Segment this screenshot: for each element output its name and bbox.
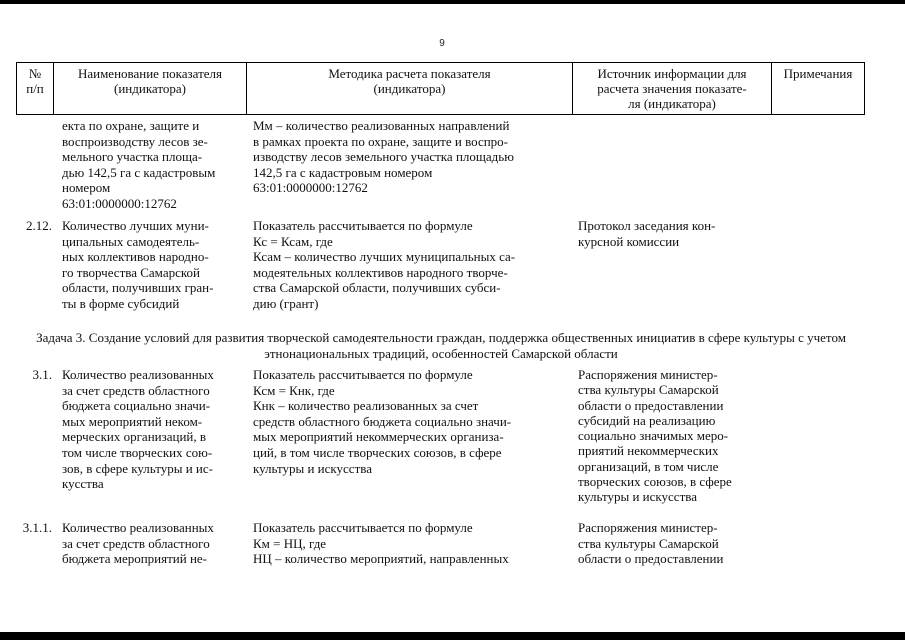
row-3-1-source: Распоряжения министер- ства культуры Самарской области о предоставлении субсидий на реализацию социально значимых меро- приятий некоммерческих организаций, в том числе творческих союзов, в сфере культуры и искусства [578,367,732,505]
bottom-border [0,632,905,640]
row-2-12-name: Количество лучших муни- ципальных самодеятель- ных коллективов народно- го творчества Самарской области, получивших гран- ты в форме субсидий [62,218,214,311]
row-3-1-number: 3.1. [32,367,52,382]
row-3-1-1-name: Количество реализованных за счет средств областного бюджета мероприятий не- [62,520,214,567]
header-source: Источник информации для расчета значения показате- ля (индикатора) [597,66,747,111]
row-2-12-source: Протокол заседания кон- курсной комиссии [578,218,716,249]
row-3-1-1-source: Распоряжения министер- ства культуры Самарской области о предоставлении [578,520,724,567]
header-method: Методика расчета показателя (индикатора) [328,66,491,96]
top-border [0,0,905,4]
header-number: № п/п [26,66,44,96]
row-continuation-name: екта по охране, защите и воспроизводству лесов зе- мельного участка площа- дью 142,5 га с кадастровым номером 63:01:0000000:12762 [62,118,216,211]
row-3-1-1-number: 3.1.1. [22,520,52,535]
row-2-12-number: 2.12. [26,218,52,233]
row-3-1-method: Показатель рассчитывается по формуле Ксм = Кнк, где Кнк – количество реализованных за счет средств областного бюджета социально значи- мых мероприятий некоммерческих организа- ций, в том числе творческих союзов, в сфере культуры и искусства [253,367,512,476]
row-3-1-name: Количество реализованных за счет средств областного бюджета социально значи- мых мероприятий неком- мерческих организаций, в том числе творческих сою- зов, в сфере культуры и ис- кусства [62,367,214,492]
page-number: 9 [439,38,445,49]
row-2-12-method: Показатель рассчитывается по формуле Кс = Ксам, где Ксам – количество лучших муниципальных са- модеятельных коллективов народного творче- ства Самарской области, получивших субси- дию (грант) [253,218,516,311]
row-3-1-1-method: Показатель рассчитывается по формуле Км = НЦ, где НЦ – количество мероприятий, направленных [253,520,509,567]
row-continuation-method: Мм – количество реализованных направлений в рамках проекта по охране, защите и воспро- изводству лесов земельного участка площадью 142,5 га с кадастровым номером 63:01:0000000:12762 [253,118,514,196]
header-notes: Примечания [783,66,853,81]
header-indicator-name: Наименование показателя (индикатора) [77,66,223,96]
task-3-heading: Задача 3. Создание условий для развития творческой самодеятельности граждан, поддержка общественных инициатив в сфере культуры с учетом этнонациональных традиций, особенностей Самарской области [36,330,846,361]
